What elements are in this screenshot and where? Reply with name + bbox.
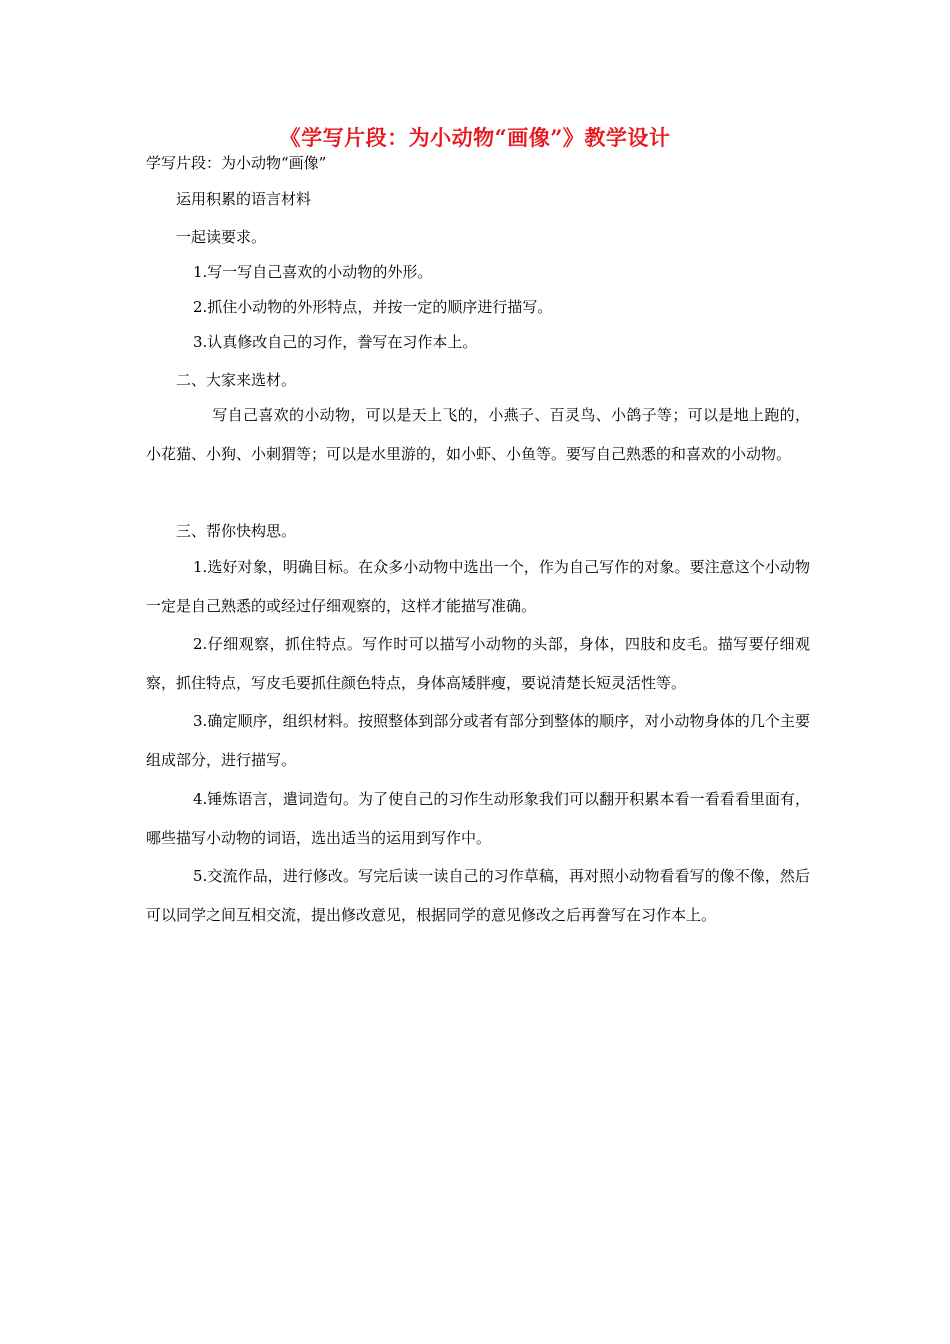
requirement-item: 2.抓住小动物的外形特点，并按一定的顺序进行描写。 bbox=[193, 298, 553, 316]
section1-heading: 一起读要求。 bbox=[176, 228, 267, 246]
requirement-item: 1.写一写自己喜欢的小动物的外形。 bbox=[193, 263, 433, 281]
step-paragraph bbox=[146, 548, 810, 625]
step-text: 3.确定顺序，组织材料。按照整体到部分或者有部分到整体的顺序，对小动物身体的几个主要组成部分，进行描写。 bbox=[146, 712, 810, 769]
step-text: 5.交流作品，进行修改。写完后读一读自己的习作草稿，再对照小动物看看写的像不像，然后可以同学之间互相交流，提出修改意见，根据同学的意见修改之后再誊写在习作本上。 bbox=[146, 867, 810, 924]
step-paragraph bbox=[146, 857, 810, 934]
step-text: 2.仔细观察，抓住特点。写作时可以描写小动物的头部，身体，四肢和皮毛。描写要仔细观察，抓住特点，写皮毛要抓住颜色特点，身体高矮胖瘦，要说清楚长短灵活性等。 bbox=[146, 635, 810, 692]
step-paragraph bbox=[146, 780, 810, 857]
section2-heading: 二、大家来选材。 bbox=[176, 371, 297, 389]
requirement-item: 3.认真修改自己的习作，誊写在习作本上。 bbox=[193, 333, 478, 351]
step-text: 4.锤炼语言，遣词造句。为了使自己的习作生动形象我们可以翻开积累本看一看看看里面有，哪些描写小动物的词语，选出适当的运用到写作中。 bbox=[146, 790, 810, 847]
section2-body: 写自己喜欢的小动物，可以是天上飞的，小燕子、百灵鸟、小鸽子等；可以是地上跑的，小花猫、小狗、小刺猬等；可以是水里游的，如小虾、小鱼等。要写自己熟悉的和喜欢的小动物。 bbox=[146, 406, 810, 463]
document-subtitle: 学写片段：为小动物“画像” bbox=[146, 154, 327, 172]
section3-heading: 三、帮你快构思。 bbox=[176, 522, 297, 540]
step-text: 1.选好对象，明确目标。在众多小动物中选出一个，作为自己写作的对象。要注意这个小动物一定是自己熟悉的或经过仔细观察的，这样才能描写准确。 bbox=[146, 558, 810, 615]
step-paragraph bbox=[146, 625, 810, 702]
section2-paragraph bbox=[146, 396, 810, 473]
step-paragraph bbox=[146, 702, 810, 779]
document-title: 《学写片段：为小动物“画像”》教学设计 bbox=[279, 125, 671, 150]
lesson-goal: 运用积累的语言材料 bbox=[176, 190, 312, 208]
